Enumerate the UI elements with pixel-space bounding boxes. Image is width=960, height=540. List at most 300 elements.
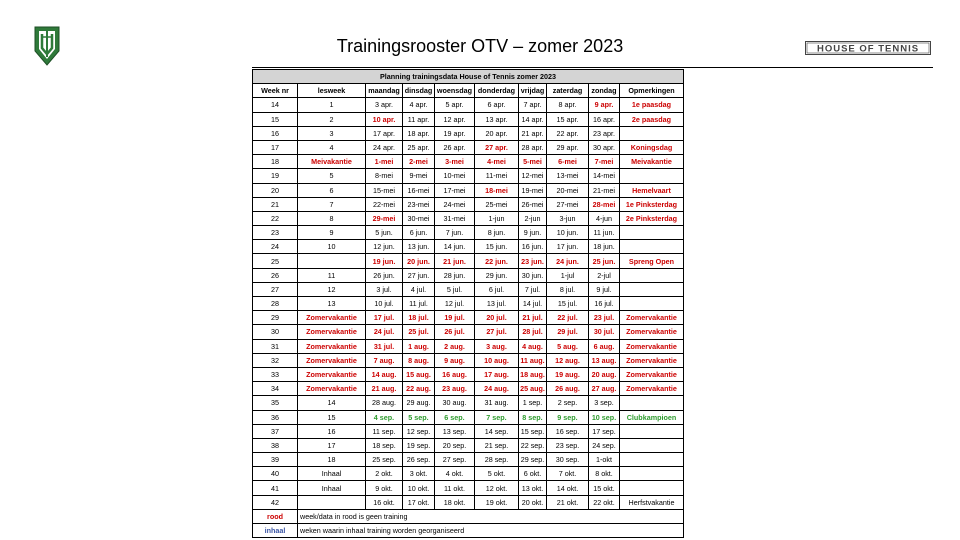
- table-cell: 2-jun: [519, 211, 547, 225]
- table-cell: Zomervakantie: [620, 353, 684, 367]
- table-cell: 25 jul.: [403, 325, 435, 339]
- table-cell: [620, 453, 684, 467]
- column-header: dinsdag: [403, 84, 435, 98]
- table-cell: 8 jun.: [475, 226, 519, 240]
- table-row: [253, 183, 684, 197]
- table-row: [253, 197, 684, 211]
- table-cell: Herfstvakantie: [620, 495, 684, 509]
- table-cell: 3 apr.: [366, 98, 403, 112]
- table-cell: 26-mei: [519, 197, 547, 211]
- table-cell: 25-mei: [475, 197, 519, 211]
- table-cell: 15: [298, 410, 366, 424]
- table-cell: 28 apr.: [519, 140, 547, 154]
- table-cell: Meivakantie: [298, 155, 366, 169]
- table-cell: 14 apr.: [519, 112, 547, 126]
- table-cell: 2-jul: [589, 268, 620, 282]
- table-cell: 24 aug.: [475, 382, 519, 396]
- training-schedule-table: [252, 69, 684, 538]
- table-cell: 4 aug.: [519, 339, 547, 353]
- header-rule: [252, 67, 933, 68]
- table-cell: 12 jul.: [435, 297, 475, 311]
- table-cell: 19 sep.: [403, 438, 435, 452]
- table-cell: 22 sep.: [519, 438, 547, 452]
- table-cell: Zomervakantie: [298, 382, 366, 396]
- table-cell: Zomervakantie: [298, 311, 366, 325]
- table-cell: 14: [253, 98, 298, 112]
- table-cell: 17 sep.: [589, 424, 620, 438]
- table-cell: 9 okt.: [366, 481, 403, 495]
- table-cell: 16 apr.: [589, 112, 620, 126]
- table-row: [253, 396, 684, 410]
- table-cell: 3 aug.: [475, 339, 519, 353]
- legend-label: rood: [253, 509, 298, 523]
- table-row: [253, 126, 684, 140]
- table-cell: 12: [298, 282, 366, 296]
- table-cell: 28 aug.: [366, 396, 403, 410]
- table-cell: 20 apr.: [475, 126, 519, 140]
- table-cell: 21 apr.: [519, 126, 547, 140]
- svg-text:HOUSE OF TENNIS: HOUSE OF TENNIS: [816, 43, 920, 55]
- table-banner-row: [253, 70, 684, 84]
- table-cell: 4 okt.: [435, 467, 475, 481]
- table-cell: 4 apr.: [403, 98, 435, 112]
- table-row: [253, 453, 684, 467]
- table-cell: 23: [253, 226, 298, 240]
- house-of-tennis-logo: [805, 41, 931, 55]
- table-cell: 7 jul.: [519, 282, 547, 296]
- table-cell: 9 jun.: [519, 226, 547, 240]
- table-row: [253, 438, 684, 452]
- table-cell: 34: [253, 382, 298, 396]
- table-cell: 1e paasdag: [620, 98, 684, 112]
- table-cell: 9-mei: [403, 169, 435, 183]
- table-row: [253, 211, 684, 225]
- table-cell: 37: [253, 424, 298, 438]
- column-header: donderdag: [475, 84, 519, 98]
- table-cell: 5 jul.: [435, 282, 475, 296]
- table-cell: 8 aug.: [403, 353, 435, 367]
- table-cell: 13-mei: [547, 169, 589, 183]
- table-cell: 24 jul.: [366, 325, 403, 339]
- table-cell: [620, 282, 684, 296]
- table-cell: 32: [253, 353, 298, 367]
- table-cell: 12 okt.: [475, 481, 519, 495]
- table-row: [253, 240, 684, 254]
- table-cell: 20 jul.: [475, 311, 519, 325]
- table-cell: [620, 268, 684, 282]
- table-cell: 15 jul.: [547, 297, 589, 311]
- table-cell: 1-jul: [547, 268, 589, 282]
- table-cell: Zomervakantie: [298, 353, 366, 367]
- table-row: [253, 410, 684, 424]
- table-cell: 30 aug.: [435, 396, 475, 410]
- table-row: [253, 155, 684, 169]
- table-cell: 2 okt.: [366, 467, 403, 481]
- table-header-row: [253, 84, 684, 98]
- table-row: [253, 325, 684, 339]
- table-cell: Meivakantie: [620, 155, 684, 169]
- table-cell: 20 sep.: [435, 438, 475, 452]
- table-cell: 24 jun.: [547, 254, 589, 268]
- table-cell: 1 aug.: [403, 339, 435, 353]
- table-row: [253, 353, 684, 367]
- table-cell: 25 sep.: [366, 453, 403, 467]
- legend-label: inhaal: [253, 524, 298, 538]
- table-cell: 3-jun: [547, 211, 589, 225]
- table-cell: 1-mei: [366, 155, 403, 169]
- table-cell: 18 sep.: [366, 438, 403, 452]
- table-cell: [620, 438, 684, 452]
- table-cell: 19 jul.: [435, 311, 475, 325]
- column-header: Week nr: [253, 84, 298, 98]
- table-cell: Koningsdag: [620, 140, 684, 154]
- table-cell: 11-mei: [475, 169, 519, 183]
- table-cell: 36: [253, 410, 298, 424]
- table-cell: [620, 424, 684, 438]
- table-cell: 21: [253, 197, 298, 211]
- table-cell: Inhaal: [298, 467, 366, 481]
- table-cell: 4: [298, 140, 366, 154]
- table-cell: 12 apr.: [435, 112, 475, 126]
- table-cell: 22 apr.: [547, 126, 589, 140]
- table-cell: 13 jul.: [475, 297, 519, 311]
- table-cell: Clubkampioen: [620, 410, 684, 424]
- table-cell: [620, 467, 684, 481]
- table-cell: 18: [253, 155, 298, 169]
- table-cell: 15 aug.: [403, 367, 435, 381]
- table-cell: 7 okt.: [547, 467, 589, 481]
- table-cell: 10: [298, 240, 366, 254]
- table-row: [253, 282, 684, 296]
- table-cell: 11 sep.: [366, 424, 403, 438]
- table-cell: 12 aug.: [547, 353, 589, 367]
- table-cell: 18-mei: [475, 183, 519, 197]
- table-row: [253, 226, 684, 240]
- table-cell: 19: [253, 169, 298, 183]
- table-cell: 8 sep.: [519, 410, 547, 424]
- table-cell: 28 jun.: [435, 268, 475, 282]
- table-cell: Zomervakantie: [620, 367, 684, 381]
- table-cell: 30 apr.: [589, 140, 620, 154]
- table-cell: 13 sep.: [435, 424, 475, 438]
- table-cell: 22: [253, 211, 298, 225]
- table-cell: 3-mei: [435, 155, 475, 169]
- table-cell: 38: [253, 438, 298, 452]
- table-cell: 13 okt.: [519, 481, 547, 495]
- column-header: zaterdag: [547, 84, 589, 98]
- table-cell: 16: [298, 424, 366, 438]
- table-cell: 2e Pinksterdag: [620, 211, 684, 225]
- table-row: [253, 367, 684, 381]
- table-cell: 4 sep.: [366, 410, 403, 424]
- table-row: [253, 254, 684, 268]
- table-cell: 4-jun: [589, 211, 620, 225]
- table-cell: 17: [298, 438, 366, 452]
- table-cell: 8 jul.: [547, 282, 589, 296]
- table-banner: Planning trainingsdata House of Tennis zomer 2023: [253, 70, 684, 84]
- table-cell: 18 okt.: [435, 495, 475, 509]
- table-row: [253, 169, 684, 183]
- table-cell: 23 jul.: [589, 311, 620, 325]
- table-row: [253, 297, 684, 311]
- table-cell: 17-mei: [435, 183, 475, 197]
- column-header: zondag: [589, 84, 620, 98]
- table-cell: 5 apr.: [435, 98, 475, 112]
- table-cell: 27 apr.: [475, 140, 519, 154]
- table-cell: 21 jul.: [519, 311, 547, 325]
- table-cell: 12 jun.: [366, 240, 403, 254]
- table-cell: 26 jul.: [435, 325, 475, 339]
- table-cell: [620, 481, 684, 495]
- table-cell: 15 apr.: [547, 112, 589, 126]
- table-cell: 7 sep.: [475, 410, 519, 424]
- table-cell: [620, 396, 684, 410]
- table-cell: Zomervakantie: [298, 325, 366, 339]
- table-cell: 18 jun.: [589, 240, 620, 254]
- table-cell: 29 jul.: [547, 325, 589, 339]
- table-cell: 5 aug.: [547, 339, 589, 353]
- table-row: [253, 481, 684, 495]
- table-cell: 9 apr.: [589, 98, 620, 112]
- table-cell: 2-mei: [403, 155, 435, 169]
- table-cell: 10-mei: [435, 169, 475, 183]
- table-cell: 27: [253, 282, 298, 296]
- table-cell: 8-mei: [366, 169, 403, 183]
- table-cell: 14 jul.: [519, 297, 547, 311]
- table-cell: 30 jul.: [589, 325, 620, 339]
- table-cell: 28 jul.: [519, 325, 547, 339]
- table-cell: 19 jun.: [366, 254, 403, 268]
- table-cell: 21 aug.: [366, 382, 403, 396]
- table-cell: 9: [298, 226, 366, 240]
- table-cell: 27 sep.: [435, 453, 475, 467]
- table-cell: Inhaal: [298, 481, 366, 495]
- table-cell: 41: [253, 481, 298, 495]
- table-cell: 20 jun.: [403, 254, 435, 268]
- table-cell: 27-mei: [547, 197, 589, 211]
- table-cell: 2 sep.: [547, 396, 589, 410]
- table-cell: 11 apr.: [403, 112, 435, 126]
- table-cell: 26 aug.: [547, 382, 589, 396]
- table-cell: 14 jun.: [435, 240, 475, 254]
- table-row: [253, 467, 684, 481]
- table-cell: [298, 254, 366, 268]
- table-cell: 13 jun.: [403, 240, 435, 254]
- table-cell: 10 jul.: [366, 297, 403, 311]
- table-cell: 5 sep.: [403, 410, 435, 424]
- table-cell: 20: [253, 183, 298, 197]
- table-cell: 14 aug.: [366, 367, 403, 381]
- table-cell: 16-mei: [403, 183, 435, 197]
- table-cell: Spreng Open: [620, 254, 684, 268]
- table-cell: 7: [298, 197, 366, 211]
- table-cell: 17 jul.: [366, 311, 403, 325]
- table-cell: [620, 126, 684, 140]
- table-cell: Zomervakantie: [620, 311, 684, 325]
- table-cell: 10 sep.: [589, 410, 620, 424]
- table-cell: 26: [253, 268, 298, 282]
- page-title: Trainingsrooster OTV – zomer 2023: [336, 36, 624, 56]
- table-cell: 26 apr.: [435, 140, 475, 154]
- table-cell: 15 sep.: [519, 424, 547, 438]
- table-row: [253, 424, 684, 438]
- table-cell: 31 aug.: [475, 396, 519, 410]
- table-cell: 5 okt.: [475, 467, 519, 481]
- table-cell: 6 aug.: [589, 339, 620, 353]
- table-cell: 17 jun.: [547, 240, 589, 254]
- table-cell: 21 jun.: [435, 254, 475, 268]
- table-cell: 2: [298, 112, 366, 126]
- table-row: [253, 339, 684, 353]
- table-cell: Zomervakantie: [298, 367, 366, 381]
- table-cell: 16 sep.: [547, 424, 589, 438]
- table-cell: 23 apr.: [589, 126, 620, 140]
- table-cell: [620, 297, 684, 311]
- table-cell: 25 aug.: [519, 382, 547, 396]
- table-cell: 24: [253, 240, 298, 254]
- column-header: Opmerkingen: [620, 84, 684, 98]
- table-cell: 16 okt.: [366, 495, 403, 509]
- table-cell: 42: [253, 495, 298, 509]
- table-cell: 1: [298, 98, 366, 112]
- table-cell: 7 apr.: [519, 98, 547, 112]
- legend-row: [253, 524, 684, 538]
- table-cell: 14-mei: [589, 169, 620, 183]
- table-cell: 35: [253, 396, 298, 410]
- table-cell: 13 apr.: [475, 112, 519, 126]
- table-cell: 24 apr.: [366, 140, 403, 154]
- table-cell: 6 jul.: [475, 282, 519, 296]
- table-cell: [620, 226, 684, 240]
- table-cell: 14 okt.: [547, 481, 589, 495]
- table-cell: Hemelvaart: [620, 183, 684, 197]
- table-cell: 22 jun.: [475, 254, 519, 268]
- table-cell: 25 jun.: [589, 254, 620, 268]
- table-cell: 6 sep.: [435, 410, 475, 424]
- table-cell: 28 sep.: [475, 453, 519, 467]
- table-cell: 23 sep.: [547, 438, 589, 452]
- table-cell: 19 okt.: [475, 495, 519, 509]
- table-cell: 15: [253, 112, 298, 126]
- table-cell: 10 okt.: [403, 481, 435, 495]
- table-cell: 5-mei: [519, 155, 547, 169]
- table-cell: 7 jun.: [435, 226, 475, 240]
- table-cell: 11 aug.: [519, 353, 547, 367]
- table-cell: 19-mei: [519, 183, 547, 197]
- table-cell: 22 aug.: [403, 382, 435, 396]
- table-cell: 22 jul.: [547, 311, 589, 325]
- table-cell: 15 okt.: [589, 481, 620, 495]
- table-cell: 22 okt.: [589, 495, 620, 509]
- table-cell: 1-okt: [589, 453, 620, 467]
- table-cell: 15 jun.: [475, 240, 519, 254]
- table-cell: 13 aug.: [589, 353, 620, 367]
- table-cell: 3 okt.: [403, 467, 435, 481]
- column-header: woensdag: [435, 84, 475, 98]
- table-cell: 11 jun.: [589, 226, 620, 240]
- table-cell: 12 sep.: [403, 424, 435, 438]
- table-cell: 39: [253, 453, 298, 467]
- table-cell: 20 aug.: [589, 367, 620, 381]
- table-cell: 33: [253, 367, 298, 381]
- column-header: vrijdag: [519, 84, 547, 98]
- table-cell: 8: [298, 211, 366, 225]
- table-cell: 9 aug.: [435, 353, 475, 367]
- table-cell: 13: [298, 297, 366, 311]
- table-row: [253, 112, 684, 126]
- table-cell: 27 jul.: [475, 325, 519, 339]
- table-cell: 26 jun.: [366, 268, 403, 282]
- table-cell: 27 aug.: [589, 382, 620, 396]
- table-cell: 28: [253, 297, 298, 311]
- table-cell: 30-mei: [403, 211, 435, 225]
- table-cell: 9 jul.: [589, 282, 620, 296]
- table-cell: 17 okt.: [403, 495, 435, 509]
- table-cell: 31 jul.: [366, 339, 403, 353]
- table-cell: 27 jun.: [403, 268, 435, 282]
- table-cell: 20 okt.: [519, 495, 547, 509]
- table-cell: 29 apr.: [547, 140, 589, 154]
- column-header: lesweek: [298, 84, 366, 98]
- table-cell: 29 sep.: [519, 453, 547, 467]
- table-cell: Zomervakantie: [298, 339, 366, 353]
- table-cell: 7-mei: [589, 155, 620, 169]
- table-cell: 16 jul.: [589, 297, 620, 311]
- table-cell: 29 jun.: [475, 268, 519, 282]
- table-cell: 16 aug.: [435, 367, 475, 381]
- table-cell: Zomervakantie: [620, 339, 684, 353]
- table-cell: 23 jun.: [519, 254, 547, 268]
- table-cell: 6 apr.: [475, 98, 519, 112]
- table-cell: 5 jun.: [366, 226, 403, 240]
- table-cell: 18 aug.: [519, 367, 547, 381]
- table-cell: 14 sep.: [475, 424, 519, 438]
- table-cell: 14: [298, 396, 366, 410]
- table-cell: 19 apr.: [435, 126, 475, 140]
- legend-text: week/data in rood is geen training: [298, 509, 684, 523]
- table-cell: 31-mei: [435, 211, 475, 225]
- table-row: [253, 98, 684, 112]
- table-cell: 6-mei: [547, 155, 589, 169]
- table-cell: 28-mei: [589, 197, 620, 211]
- table-cell: 16: [253, 126, 298, 140]
- table-cell: 16 jun.: [519, 240, 547, 254]
- table-cell: 29 aug.: [403, 396, 435, 410]
- table-cell: 30 jun.: [519, 268, 547, 282]
- table-cell: 24 sep.: [589, 438, 620, 452]
- table-cell: 15-mei: [366, 183, 403, 197]
- table-cell: 8 okt.: [589, 467, 620, 481]
- table-cell: 11 jul.: [403, 297, 435, 311]
- table-cell: Zomervakantie: [620, 325, 684, 339]
- table-cell: 1e Pinksterdag: [620, 197, 684, 211]
- table-cell: 10 apr.: [366, 112, 403, 126]
- table-cell: 1 sep.: [519, 396, 547, 410]
- table-cell: 9 sep.: [547, 410, 589, 424]
- table-cell: 25: [253, 254, 298, 268]
- table-cell: 26 sep.: [403, 453, 435, 467]
- table-cell: 6: [298, 183, 366, 197]
- table-cell: 1-jun: [475, 211, 519, 225]
- table-cell: 17 aug.: [475, 367, 519, 381]
- table-cell: 11: [298, 268, 366, 282]
- table-cell: 23 aug.: [435, 382, 475, 396]
- table-cell: 25 apr.: [403, 140, 435, 154]
- table-cell: 2 aug.: [435, 339, 475, 353]
- table-cell: 20-mei: [547, 183, 589, 197]
- table-cell: 3 jul.: [366, 282, 403, 296]
- table-cell: 29: [253, 311, 298, 325]
